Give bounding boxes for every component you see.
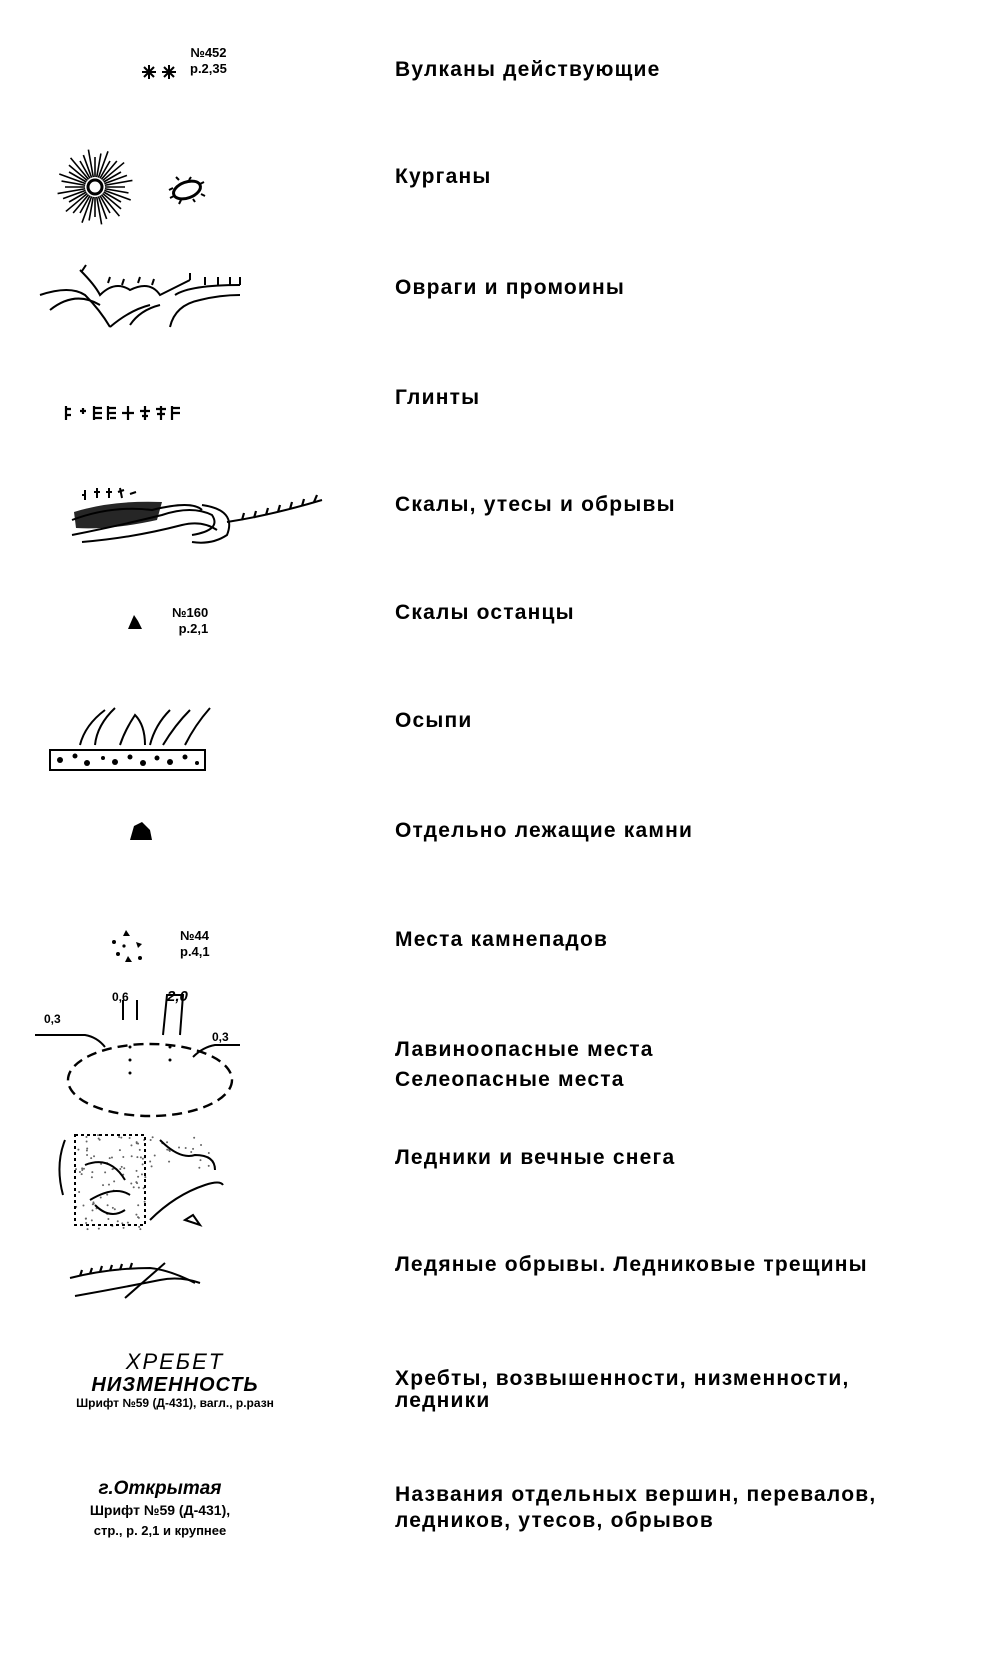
dim-label-top-left: 0,6 [112, 990, 129, 1004]
avalanche-symbol [35, 985, 250, 1120]
legend-label-boulders: Отдельно лежащие камни [395, 819, 694, 842]
dim-label-right: 0,3 [212, 1030, 229, 1044]
dim-label-top-right: 2,0 [167, 988, 188, 1005]
legend-label-ice-cliffs: Ледяные обрывы. Ледниковые трещины [395, 1253, 868, 1276]
ravine-symbol [40, 265, 250, 340]
legend-label-ravines: Овраги и промоины [395, 276, 626, 299]
legend-label-avalanche [395, 1035, 654, 1095]
cliff-symbol [72, 480, 342, 555]
sample-ridge: ХРЕБЕТ [125, 1349, 225, 1374]
legend-label-scree: Осыпи [395, 709, 473, 732]
rockfall-ref [180, 928, 210, 960]
glacier-symbol [55, 1125, 225, 1235]
ref-number: №160 [172, 605, 209, 620]
font-caption-1: Шрифт №59 (Д-431), [89, 1502, 231, 1518]
label-line-1: Лавиноопасные места [395, 1038, 654, 1061]
boulder-symbol [128, 820, 154, 842]
label-line-2: ледники [395, 1389, 491, 1412]
ridge-font-sample [0, 1350, 350, 1410]
legend-label-cliffs: Скалы, утесы и обрывы [395, 493, 676, 516]
label-line-2: ледников, утесов, обрывов [395, 1509, 714, 1532]
legend-label-ridges [395, 1368, 850, 1412]
scree-symbol [45, 700, 215, 780]
rock-remnant-symbol [126, 613, 144, 631]
label-line-1: Хребты, возвышенности, низменности, [395, 1367, 850, 1390]
rockfall-symbol [108, 928, 148, 968]
sample-lowland: НИЗМЕННОСТЬ [91, 1374, 259, 1396]
kurgan-symbol [55, 150, 215, 230]
volcano-symbol [140, 62, 180, 82]
rock-remnant-ref [172, 605, 208, 637]
label-line-2: Селеопасные места [395, 1068, 625, 1091]
volcano-ref [190, 45, 227, 77]
peak-font-sample [40, 1478, 280, 1542]
legend-label-glaciers: Ледники и вечные снега [395, 1146, 676, 1169]
legend-label-kurgans: Курганы [395, 165, 492, 188]
legend-label-peak-names [395, 1482, 876, 1534]
ref-number: №44 [180, 928, 209, 943]
ref-size: р.2,1 [178, 621, 209, 636]
glint-symbol [62, 403, 212, 423]
dim-label-left: 0,3 [44, 1012, 61, 1026]
sample-peak-name: г.Открытая [98, 1478, 222, 1499]
label-line-1: Названия отдельных вершин, перевалов, [395, 1483, 877, 1506]
legend-label-rockfall: Места камнепадов [395, 928, 609, 951]
legend-label-volcanoes: Вулканы действующие [395, 58, 661, 81]
font-caption-2: стр., р. 2,1 и крупнее [93, 1523, 227, 1538]
legend-label-rock-remnants: Скалы останцы [395, 601, 575, 624]
legend-label-glints: Глинты [395, 386, 481, 409]
ref-size: р.2,35 [190, 61, 227, 76]
ref-number: №452 [190, 45, 227, 60]
ref-size: р.4,1 [180, 944, 210, 959]
ice-cliff-symbol [70, 1258, 220, 1313]
font-caption: Шрифт №59 (Д-431), вагл., р.разн [76, 1396, 274, 1410]
